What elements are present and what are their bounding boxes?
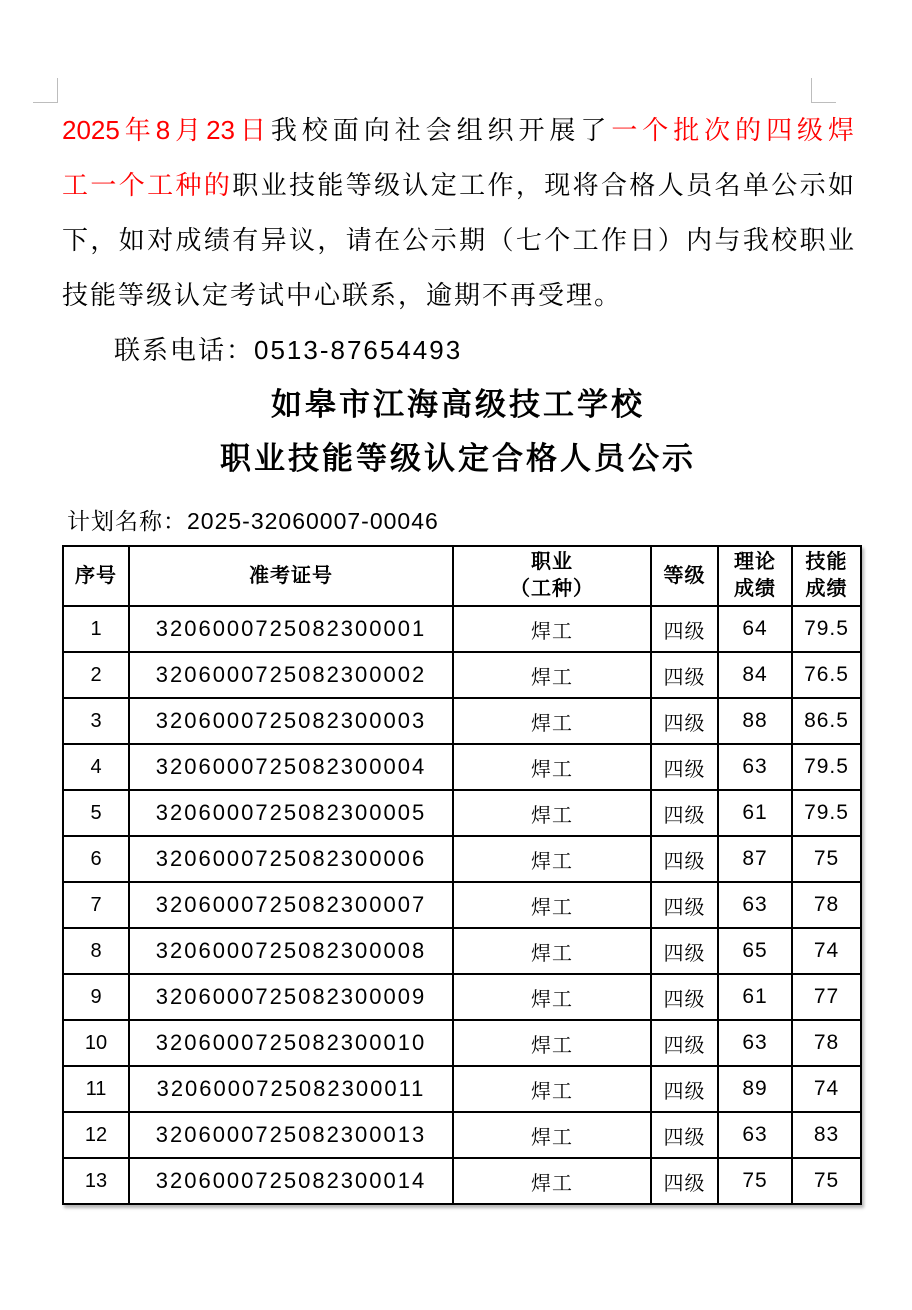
results-table <box>62 545 862 1205</box>
intro-line-3: 下，如对成绩有异议，请在公示期（七个工作日）内与我校职业 <box>62 225 854 255</box>
cell-skill-score: 75 <box>792 836 861 882</box>
table-row <box>63 1066 861 1112</box>
cell-exam-id: 3206000725082300006 <box>129 836 453 882</box>
cell-occupation: 焊工 <box>453 1158 651 1204</box>
highlight-date-text: 2025年8月23日 <box>62 115 271 145</box>
cell-level: 四级 <box>651 790 718 836</box>
cell-level: 四级 <box>651 974 718 1020</box>
cell-seq: 3 <box>63 698 129 744</box>
cell-seq: 7 <box>63 882 129 928</box>
cell-seq: 12 <box>63 1112 129 1158</box>
cell-occupation: 焊工 <box>453 652 651 698</box>
cell-theory-score: 64 <box>718 606 792 652</box>
cell-level: 四级 <box>651 606 718 652</box>
cell-exam-id: 3206000725082300001 <box>129 606 453 652</box>
table-row <box>63 790 861 836</box>
table-row <box>63 836 861 882</box>
cell-skill-score: 79.5 <box>792 744 861 790</box>
doc-title-line-2: 职业技能等级认定合格人员公示 <box>220 441 696 476</box>
header-cell-seq: 序号 <box>63 546 129 606</box>
cell-occupation: 焊工 <box>453 974 651 1020</box>
results-table-body <box>63 606 861 1204</box>
cell-theory-score: 87 <box>718 836 792 882</box>
cell-skill-score: 79.5 <box>792 606 861 652</box>
cell-seq: 6 <box>63 836 129 882</box>
intro-line-4: 技能等级认定考试中心联系，逾期不再受理。 <box>62 280 623 310</box>
table-row <box>63 928 861 974</box>
cell-exam-id: 3206000725082300011 <box>129 1066 453 1112</box>
cell-level: 四级 <box>651 1112 718 1158</box>
cell-occupation: 焊工 <box>453 882 651 928</box>
table-row <box>63 698 861 744</box>
cell-exam-id: 3206000725082300004 <box>129 744 453 790</box>
cell-level: 四级 <box>651 836 718 882</box>
margin-crop-mark-top-left <box>33 78 58 103</box>
cell-exam-id: 3206000725082300009 <box>129 974 453 1020</box>
header-cell-exam-id: 准考证号 <box>129 546 453 606</box>
table-row <box>63 744 861 790</box>
cell-level: 四级 <box>651 744 718 790</box>
cell-seq: 2 <box>63 652 129 698</box>
cell-theory-score: 63 <box>718 1020 792 1066</box>
cell-theory-score: 84 <box>718 652 792 698</box>
cell-skill-score: 83 <box>792 1112 861 1158</box>
cell-skill-score: 74 <box>792 1066 861 1112</box>
intro-line-2 <box>62 158 854 213</box>
cell-level: 四级 <box>651 698 718 744</box>
document-content <box>62 103 854 1205</box>
cell-skill-score: 86.5 <box>792 698 861 744</box>
cell-skill-score: 78 <box>792 1020 861 1066</box>
cell-theory-score: 61 <box>718 790 792 836</box>
cell-seq: 9 <box>63 974 129 1020</box>
cell-occupation: 焊工 <box>453 836 651 882</box>
cell-level: 四级 <box>651 1066 718 1112</box>
cell-theory-score: 63 <box>718 882 792 928</box>
cell-exam-id: 3206000725082300003 <box>129 698 453 744</box>
cell-seq: 11 <box>63 1066 129 1112</box>
table-row <box>63 652 861 698</box>
cell-exam-id: 3206000725082300014 <box>129 1158 453 1204</box>
cell-theory-score: 89 <box>718 1066 792 1112</box>
doc-title <box>62 378 854 486</box>
cell-occupation: 焊工 <box>453 1066 651 1112</box>
cell-level: 四级 <box>651 1020 718 1066</box>
header-cell-level: 等级 <box>651 546 718 606</box>
cell-occupation: 焊工 <box>453 790 651 836</box>
cell-level: 四级 <box>651 882 718 928</box>
table-row <box>63 606 861 652</box>
cell-seq: 4 <box>63 744 129 790</box>
cell-occupation: 焊工 <box>453 1020 651 1066</box>
table-row <box>63 1158 861 1204</box>
cell-occupation: 焊工 <box>453 1112 651 1158</box>
cell-occupation: 焊工 <box>453 606 651 652</box>
intro-paragraph <box>62 103 854 378</box>
table-row <box>63 1020 861 1066</box>
table-row <box>63 974 861 1020</box>
cell-exam-id: 3206000725082300007 <box>129 882 453 928</box>
table-row <box>63 1112 861 1158</box>
header-cell-theory-score: 理论 成绩 <box>718 546 792 606</box>
cell-theory-score: 63 <box>718 1112 792 1158</box>
table-row <box>63 882 861 928</box>
highlight-batch-text: 一个批次的四级焊 <box>611 115 854 145</box>
cell-theory-score: 75 <box>718 1158 792 1204</box>
margin-crop-mark-top-right <box>811 78 836 103</box>
intro-line-1-black: 我校面向社会组织开展了 <box>270 115 612 145</box>
cell-occupation: 焊工 <box>453 744 651 790</box>
cell-skill-score: 76.5 <box>792 652 861 698</box>
cell-occupation: 焊工 <box>453 928 651 974</box>
cell-level: 四级 <box>651 1158 718 1204</box>
cell-exam-id: 3206000725082300008 <box>129 928 453 974</box>
cell-skill-score: 75 <box>792 1158 861 1204</box>
cell-skill-score: 77 <box>792 974 861 1020</box>
cell-occupation: 焊工 <box>453 698 651 744</box>
cell-seq: 10 <box>63 1020 129 1066</box>
cell-seq: 5 <box>63 790 129 836</box>
intro-line-2-black: 职业技能等级认定工作，现将合格人员名单公示如 <box>232 170 854 200</box>
cell-theory-score: 63 <box>718 744 792 790</box>
cell-exam-id: 3206000725082300005 <box>129 790 453 836</box>
cell-skill-score: 79.5 <box>792 790 861 836</box>
cell-skill-score: 74 <box>792 928 861 974</box>
cell-theory-score: 65 <box>718 928 792 974</box>
cell-skill-score: 78 <box>792 882 861 928</box>
intro-line-1 <box>62 103 854 158</box>
cell-seq: 1 <box>63 606 129 652</box>
cell-theory-score: 61 <box>718 974 792 1020</box>
header-cell-occupation: 职业 （工种） <box>453 546 651 606</box>
cell-exam-id: 3206000725082300013 <box>129 1112 453 1158</box>
cell-seq: 8 <box>63 928 129 974</box>
header-cell-skill-score: 技能 成绩 <box>792 546 861 606</box>
cell-exam-id: 3206000725082300002 <box>129 652 453 698</box>
table-header-row <box>63 546 861 606</box>
cell-theory-score: 88 <box>718 698 792 744</box>
doc-title-line-1: 如皋市江海高级技工学校 <box>271 387 645 422</box>
cell-level: 四级 <box>651 652 718 698</box>
cell-seq: 13 <box>63 1158 129 1204</box>
cell-level: 四级 <box>651 928 718 974</box>
contact-phone-line: 联系电话：0513-87654493 <box>114 335 463 365</box>
cell-exam-id: 3206000725082300010 <box>129 1020 453 1066</box>
plan-name-line: 计划名称：2025-32060007-00046 <box>67 508 439 534</box>
highlight-trade-text: 工一个工种的 <box>62 170 233 200</box>
